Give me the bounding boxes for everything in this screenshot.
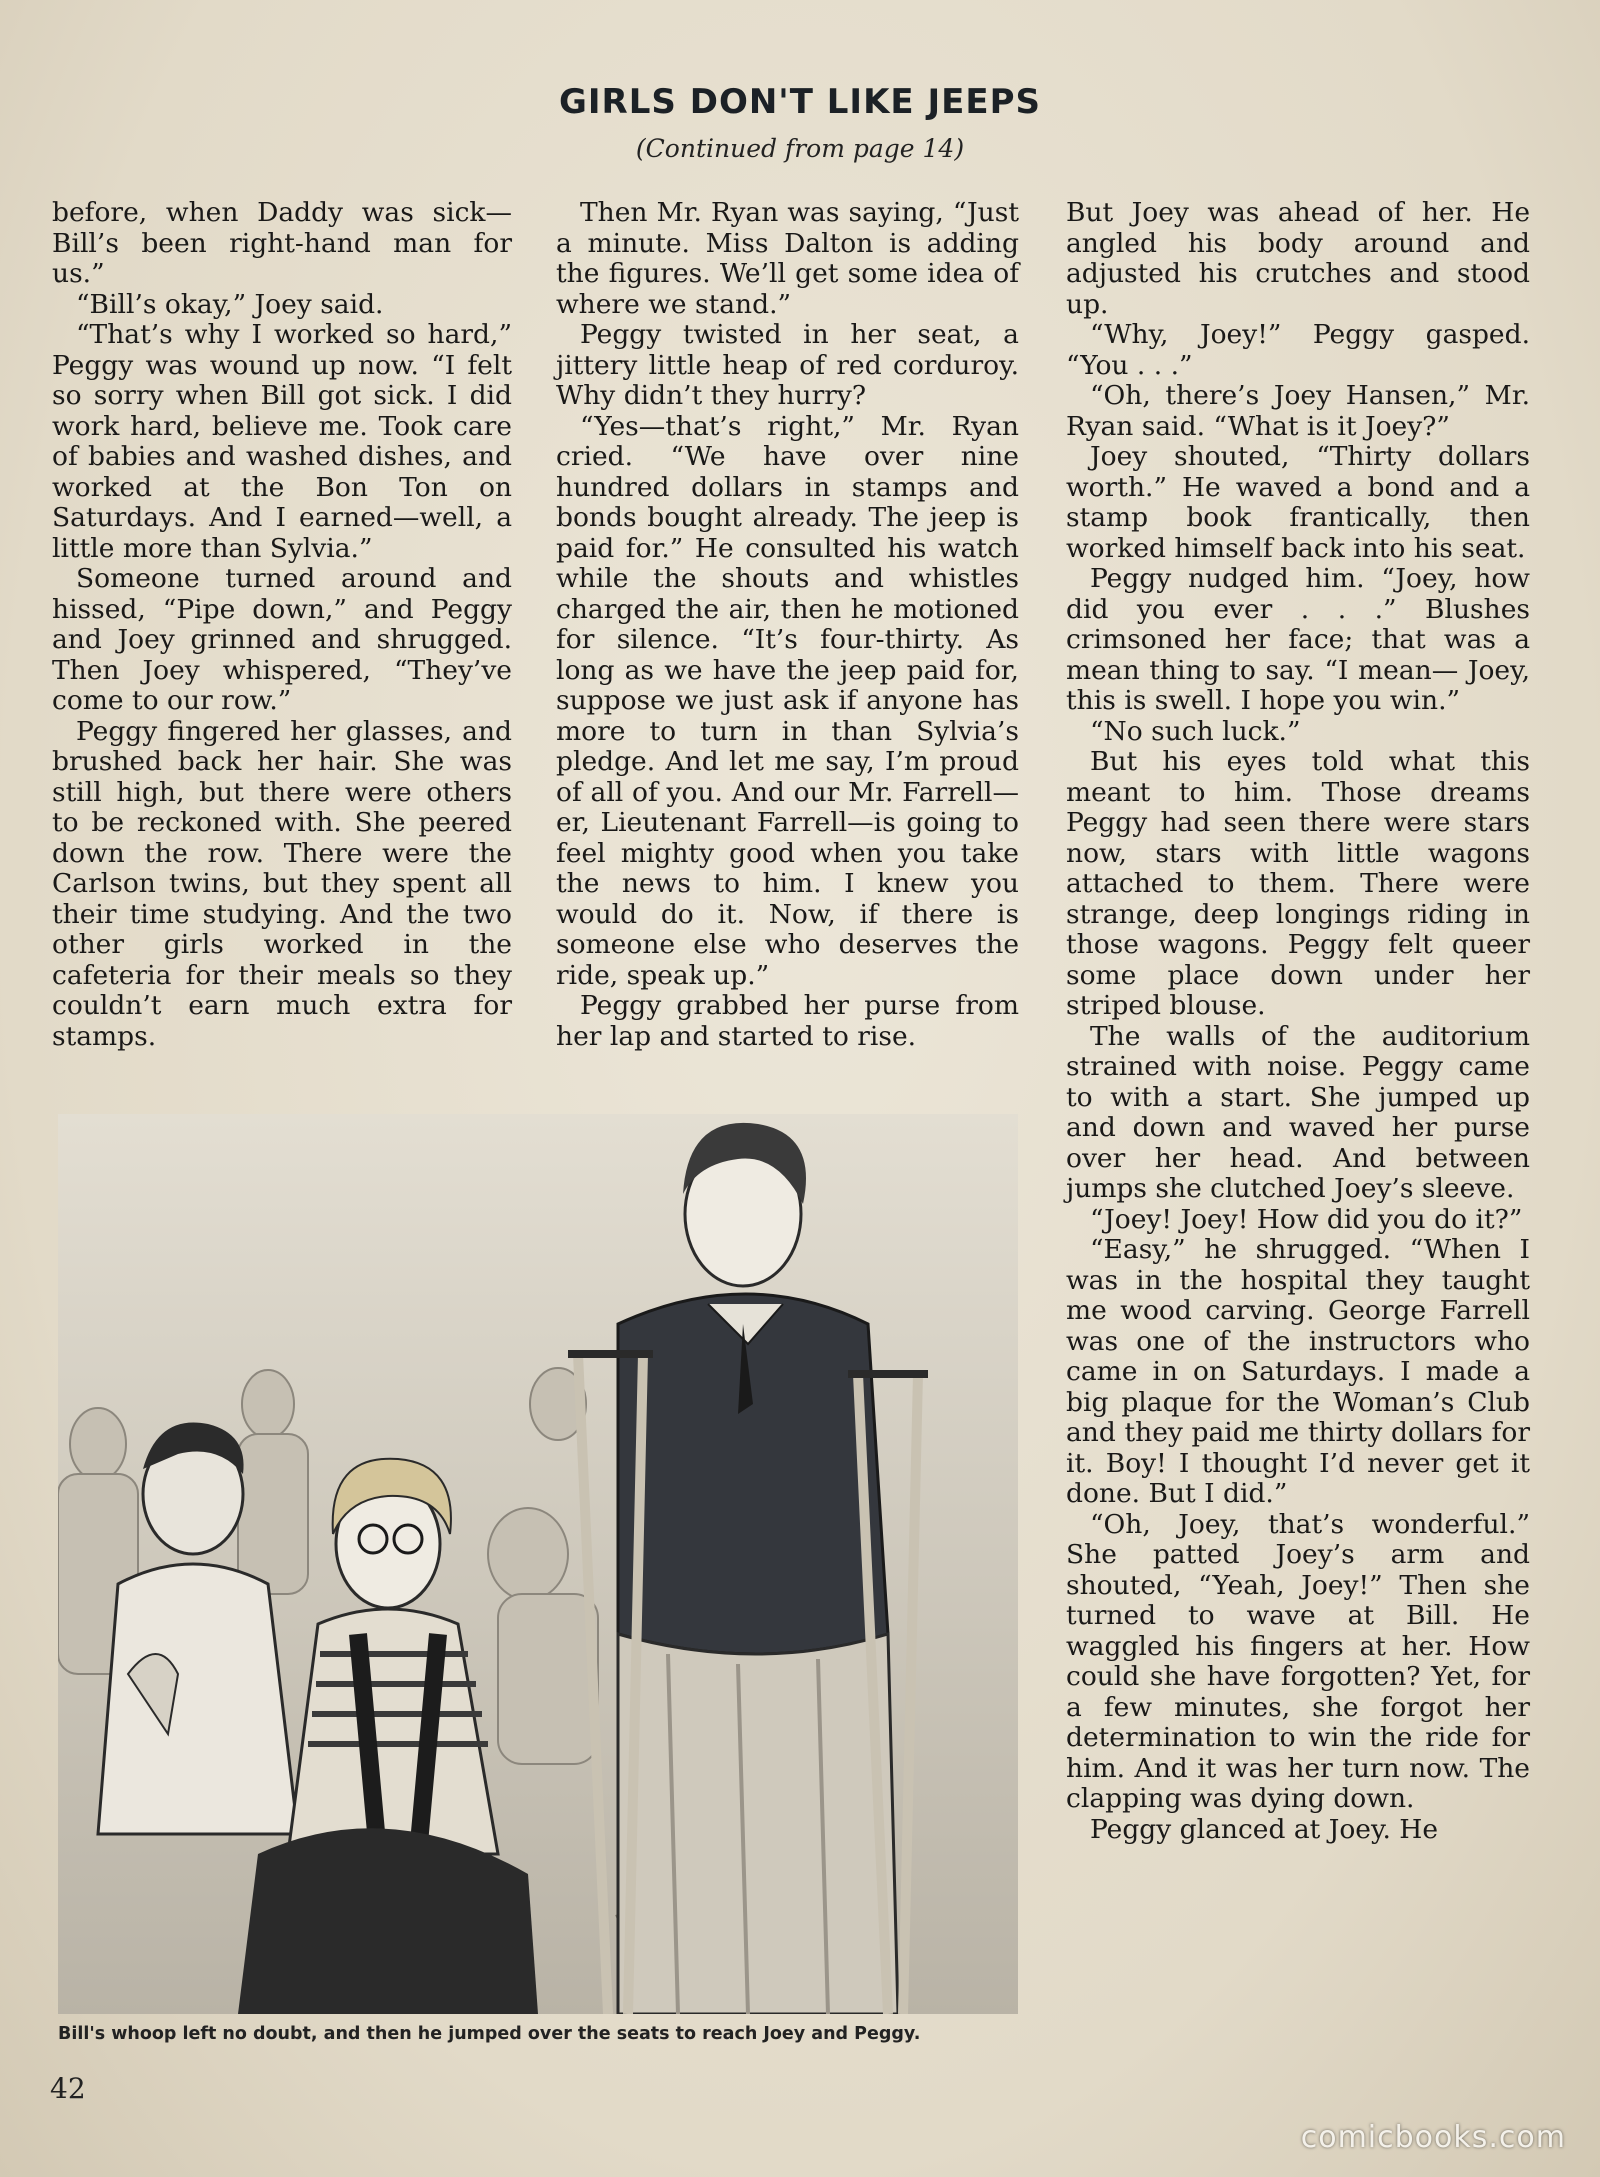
paragraph: “Yes—that’s right,” Mr. Ryan cried. “We have over nine hundred dollars in stamps and bonds bought already. The jeep is paid for.” He consulted his watch while the shouts and whistles charged the air, then he motioned for silence. “It’s four-thirty. As long as we have the jeep paid for, suppose we just ask if anyone has more to turn in than Sylvia’s pledge. And let me say, I’m proud of all of you. And our Mr. Farrell— er, Lieutenant Farrell—is going to feel mighty good when you take the news to him. I knew you would do it. Now, if there is someone else who deserves the ride, speak up.” (556, 410, 1019, 991)
story-illustration (58, 1114, 1018, 2014)
watermark: comicbooks.com (1300, 2120, 1566, 2155)
continued-note: (Continued from page 14) (635, 134, 965, 163)
paragraph: But Joey was ahead of her. He angled his body around and adjusted his crutches and stood up. (1066, 197, 1530, 320)
story-title: GIRLS DON'T LIKE JEEPS (559, 82, 1041, 122)
illustration-drawing (58, 1114, 1018, 2014)
paragraph: Peggy grabbed her purse from her lap and started to rise. (556, 990, 1019, 1052)
paragraph: “Why, Joey!” Peggy gasped. “You . . .” (1066, 319, 1530, 381)
paragraph: “Joey! Joey! How did you do it?” (1090, 1203, 1523, 1235)
paragraph: The walls of the auditorium strained with noise. Peggy came to with a start. She jumped up and down and waved her purse over her head. And between jumps she clutched Joey’s sleeve. (1066, 1020, 1530, 1204)
paragraph: “Oh, Joey, that’s wonderful.” She patted Joey’s arm and shouted, “Yeah, Joey!” Then she turned to wave at Bill. He waggled his fingers at her. How could she have forgotten? Yet, for a few minutes, she forgot her determination to win the ride for him. And it was her turn now. The clapping was dying down. (1066, 1508, 1530, 1814)
paragraph: Then Mr. Ryan was saying, “Just a minute. Miss Dalton is adding the figures. We’ll get some idea of where we stand.” (556, 197, 1019, 320)
paragraph: before, when Daddy was sick— Bill’s been right-hand man for us.” (52, 197, 512, 289)
paragraph: Joey shouted, “Thirty dollars worth.” He waved a bond and a stamp book frantically, then worked himself back into his seat. (1066, 441, 1530, 564)
text-column-2 (556, 198, 1019, 1052)
paragraph: “Bill’s okay,” Joey said. (76, 288, 384, 320)
paragraph: “Easy,” he shrugged. “When I was in the hospital they taught me wood carving. George Farrell was one of the instructors who came in on Saturdays. I made a big plaque for the Woman’s Club and they paid me thirty dollars for it. Boy! I thought I’d never get it done. But I did.” (1066, 1234, 1530, 1509)
paragraph: Peggy fingered her glasses, and brushed back her hair. She was still high, but there were others to be reckoned with. She peered down the row. There were the Carlson twins, but they spent all their time studying. And the two other girls worked in the cafeteria for their meals so they couldn’t earn much extra for stamps. (52, 715, 512, 1052)
paragraph: But his eyes told what this meant to him. Those dreams Peggy had seen there were stars now, stars with little wagons attached to them. There were strange, deep longings riding in those wagons. Peggy felt queer some place down under her striped blouse. (1066, 746, 1530, 1021)
paragraph: Peggy twisted in her seat, a jittery little heap of red corduroy. Why didn’t they hurry? (556, 319, 1019, 411)
text-column-3 (1066, 198, 1530, 1845)
paragraph: “Oh, there’s Joey Hansen,” Mr. Ryan said. “What is it Joey?” (1066, 380, 1530, 442)
paragraph: “That’s why I worked so hard,” Peggy was wound up now. “I felt so sorry when Bill got sick. I did work hard, believe me. Took care of babies and washed dishes, and worked at the Bon Ton on Saturdays. And I earned—well, a little more than Sylvia.” (52, 319, 512, 564)
text-column-1 (52, 198, 512, 1052)
illustration-caption: Bill's whoop left no doubt, and then he jumped over the seats to reach Joey and Peggy. (58, 2024, 921, 2044)
paragraph: Someone turned around and hissed, “Pipe down,” and Peggy and Joey grinned and shrugged. Then Joey whispered, “They’ve come to our row.” (52, 563, 512, 716)
page-number: 42 (50, 2072, 86, 2105)
paragraph: “No such luck.” (1090, 715, 1301, 747)
paragraph: Peggy nudged him. “Joey, how did you ever . . .” Blushes crimsoned her face; that was a mean thing to say. “I mean— Joey, this is swell. I hope you win.” (1066, 563, 1530, 716)
paragraph: Peggy glanced at Joey. He (1090, 1813, 1439, 1845)
